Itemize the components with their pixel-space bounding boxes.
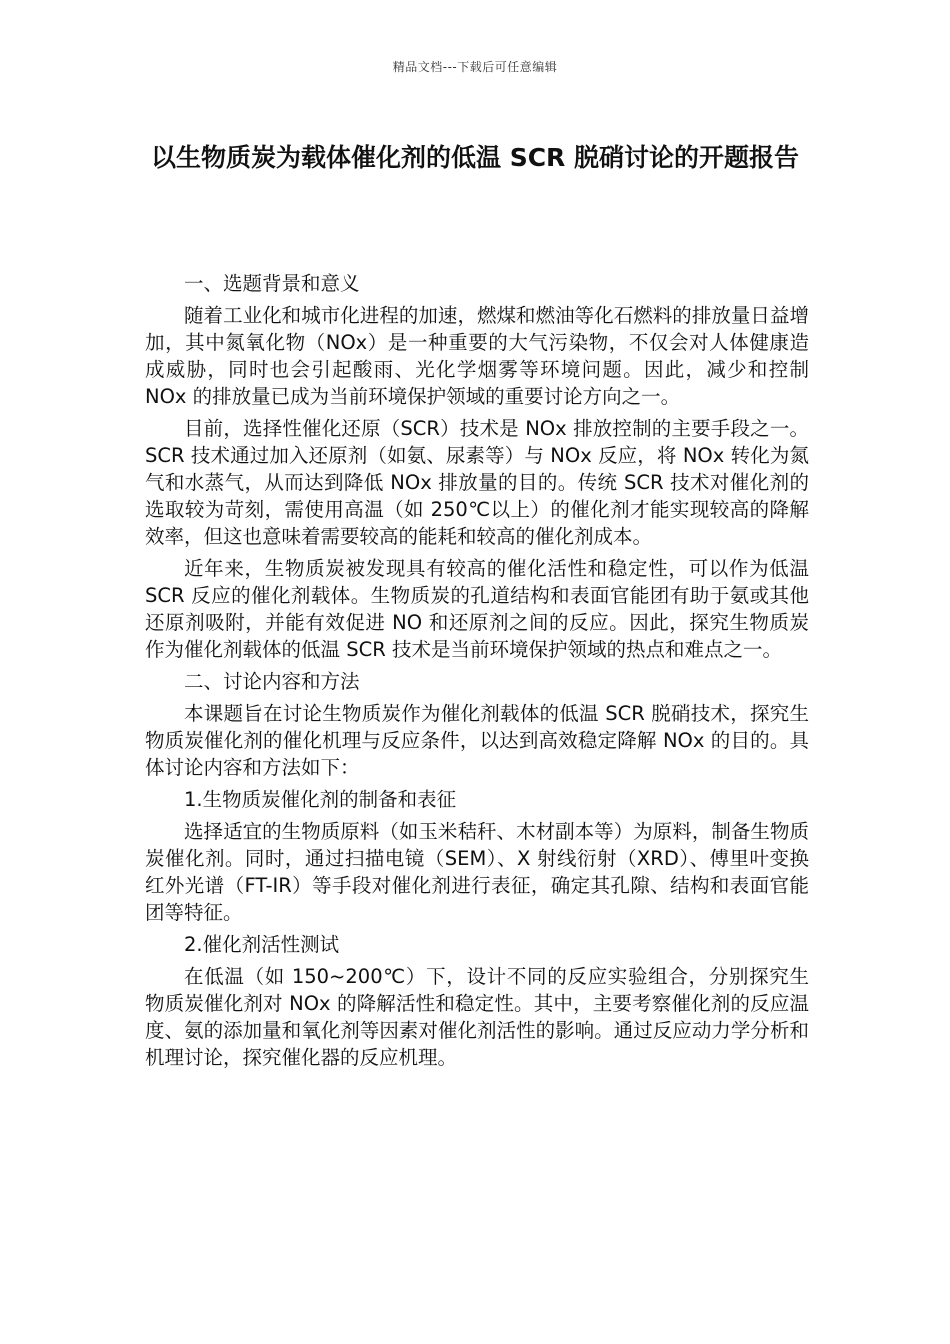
paragraph-background-3: 近年来，生物质炭被发现具有较高的催化活性和稳定性，可以作为低温 SCR 反应的催化剂载体。生物质炭的孔道结构和表面官能团有助于氨或其他还原剂吸附，并能有效促进 NO 和还原剂之间的反应。因此，探究生物质炭作为催化剂载体的低温 SCR 技术是当前环境保护领域的热点和难点之一。 [145,557,809,661]
section-heading-content-methods: 二、讨论内容和方法 [184,670,360,693]
paragraph-background-2: 目前，选择性催化还原（SCR）技术是 NOx 排放控制的主要手段之一。SCR 技术通过加入还原剂（如氨、尿素等）与 NOx 反应，将 NOx 转化为氮气和水蒸气，从而达到降低 NOx 排放量的目的。传统 SCR 技术对催化剂的选取较为苛刻，需使用高温（如 250℃以上）的催化剂才能实现较高的降解效率，但这也意味着需要较高的能耗和较高的催化剂成本。 [145,417,809,548]
paragraph-content-intro: 本课题旨在讨论生物质炭作为催化剂载体的低温 SCR 脱硝技术，探究生物质炭催化剂的催化机理与反应条件，以达到高效稳定降解 NOx 的目的。具体讨论内容和方法如下： [145,702,809,779]
document-title: 以生物质炭为载体催化剂的低温 SCR 脱硝讨论的开题报告 [150,143,799,172]
subsection-heading-activity-test: 2.催化剂活性测试 [184,933,340,956]
paragraph-background-1: 随着工业化和城市化进程的加速，燃煤和燃油等化石燃料的排放量日益增加，其中氮氧化物（NOx）是一种重要的大气污染物，不仅会对人体健康造成威胁，同时也会引起酸雨、光化学烟雾等环境问题。因此，减少和控制 NOx 的排放量已成为当前环境保护领域的重要讨论方向之一。 [145,304,809,408]
section-heading-background: 一、选题背景和意义 [184,272,360,295]
subsection-heading-preparation: 1.生物质炭催化剂的制备和表征 [184,788,457,811]
paragraph-preparation: 选择适宜的生物质原料（如玉米秸秆、木材副本等）为原料，制备生物质炭催化剂。同时，通过扫描电镜（SEM）、X 射线衍射（XRD）、傅里叶变换红外光谱（FT-IR）等手段对催化剂进行表征，确定其孔隙、结构和表面官能团等特征。 [145,820,809,924]
document-body [145,270,809,1076]
paragraph-activity-test: 在低温（如 150~200℃）下，设计不同的反应实验组合，分别探究生物质炭催化剂对 NOx 的降解活性和稳定性。其中，主要考察催化剂的反应温度、氨的添加量和氧化剂等因素对催化剂活性的影响。通过反应动力学分析和机理讨论，探究催化器的反应机理。 [145,965,809,1069]
page-header: 精品文档---下载后可任意编辑 [392,60,558,74]
